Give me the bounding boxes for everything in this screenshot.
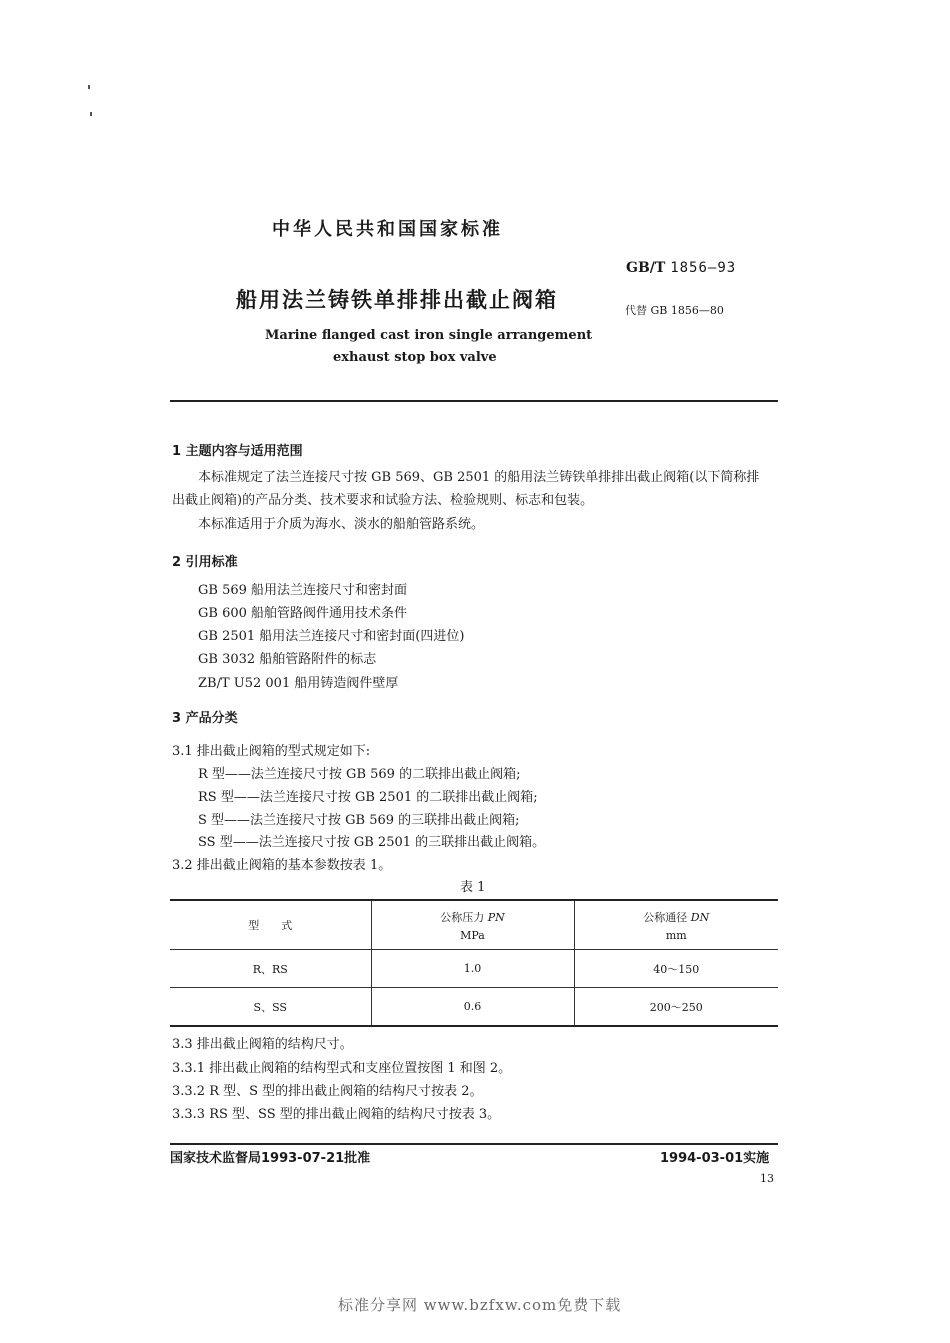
approval-date: 国家技术监督局1993-07-21批准 (170, 1151, 371, 1166)
cell-type: S、SS (170, 988, 371, 1027)
national-standard-heading: 中华人民共和国国家标准 (272, 219, 503, 240)
reference-item: GB 600 船舶管路阀件通用技术条件 (198, 606, 408, 621)
parameter-table (170, 899, 778, 1027)
header-divider (170, 400, 778, 402)
section-2-heading: 2 引用标准 (172, 555, 238, 570)
table-header-row (170, 900, 778, 950)
header-diameter-symbol: DN (690, 910, 710, 924)
table-caption: 表 1 (460, 880, 486, 895)
title-chinese: 船用法兰铸铁单排排出截止阀箱 (236, 288, 558, 312)
replaces-note: 代替 GB 1856—80 (625, 304, 724, 317)
reference-item: GB 2501 船用法兰连接尺寸和密封面(四进位) (198, 629, 465, 644)
section-1-para-1-line-1: 本标准规定了法兰连接尺寸按 GB 569、GB 2501 的船用法兰铸铁单排排出截止阀箱(以下简称排 (198, 470, 760, 485)
clause-3-3-2: 3.3.2 R 型、S 型的排出截止阀箱的结构尺寸按表 2。 (172, 1084, 483, 1099)
cell-pressure: 1.0 (371, 950, 574, 988)
title-english-line1: Marine flanged cast iron single arrangement (265, 328, 593, 343)
standard-code-prefix: GB/T (626, 260, 666, 276)
header-diameter-label: 公称通径 (643, 910, 688, 924)
standard-code-number: 1856—93 (670, 260, 737, 276)
page-number: 13 (760, 1172, 774, 1185)
section-3-heading: 3 产品分类 (172, 711, 238, 726)
header-pressure-symbol: PN (487, 910, 505, 924)
table-row (170, 988, 778, 1027)
reference-item: GB 569 船用法兰连接尺寸和密封面 (198, 583, 408, 598)
type-definition: SS 型——法兰连接尺寸按 GB 2501 的三联排出截止阀箱。 (198, 835, 546, 850)
type-definition: S 型——法兰连接尺寸按 GB 569 的三联排出截止阀箱; (198, 813, 520, 828)
clause-3-3-3: 3.3.3 RS 型、SS 型的排出截止阀箱的结构尺寸按表 3。 (172, 1107, 501, 1122)
footer-divider (170, 1143, 778, 1145)
clause-3-2: 3.2 排出截止阀箱的基本参数按表 1。 (172, 858, 392, 873)
cell-pressure: 0.6 (371, 988, 574, 1027)
clause-3-1: 3.1 排出截止阀箱的型式规定如下: (172, 744, 371, 759)
type-definition: RS 型——法兰连接尺寸按 GB 2501 的二联排出截止阀箱; (198, 790, 538, 805)
type-definition: R 型——法兰连接尺寸按 GB 569 的二联排出截止阀箱; (198, 767, 521, 782)
clause-3-3-1: 3.3.1 排出截止阀箱的结构型式和支座位置按图 1 和图 2。 (172, 1061, 512, 1076)
effective-date: 1994-03-01实施 (660, 1151, 770, 1166)
cell-diameter: 200～250 (574, 988, 778, 1027)
reference-item: GB 3032 船舶管路附件的标志 (198, 652, 377, 667)
cell-diameter: 40～150 (574, 950, 778, 988)
cell-type: R、RS (170, 950, 371, 988)
header-pressure-unit: MPa (460, 928, 485, 942)
header-pressure-label: 公称压力 (440, 910, 485, 924)
clause-3-3: 3.3 排出截止阀箱的结构尺寸。 (172, 1037, 353, 1052)
header-diameter (574, 900, 778, 950)
table-row (170, 950, 778, 988)
title-english-line2: exhaust stop box valve (333, 350, 497, 365)
header-type: 型 式 (170, 900, 371, 950)
section-1-para-1-line-2: 出截止阀箱)的产品分类、技术要求和试验方法、检验规则、标志和包装。 (172, 493, 594, 508)
standard-code (626, 260, 736, 276)
reference-item: ZB/T U52 001 船用铸造阀件壁厚 (198, 676, 399, 691)
watermark: 标准分享网 www.bzfxw.com免费下载 (338, 1296, 622, 1314)
section-1-para-2: 本标准适用于介质为海水、淡水的船舶管路系统。 (198, 517, 485, 532)
header-pressure (371, 900, 574, 950)
section-1-heading: 1 主题内容与适用范围 (172, 444, 303, 459)
header-diameter-unit: mm (665, 928, 687, 942)
